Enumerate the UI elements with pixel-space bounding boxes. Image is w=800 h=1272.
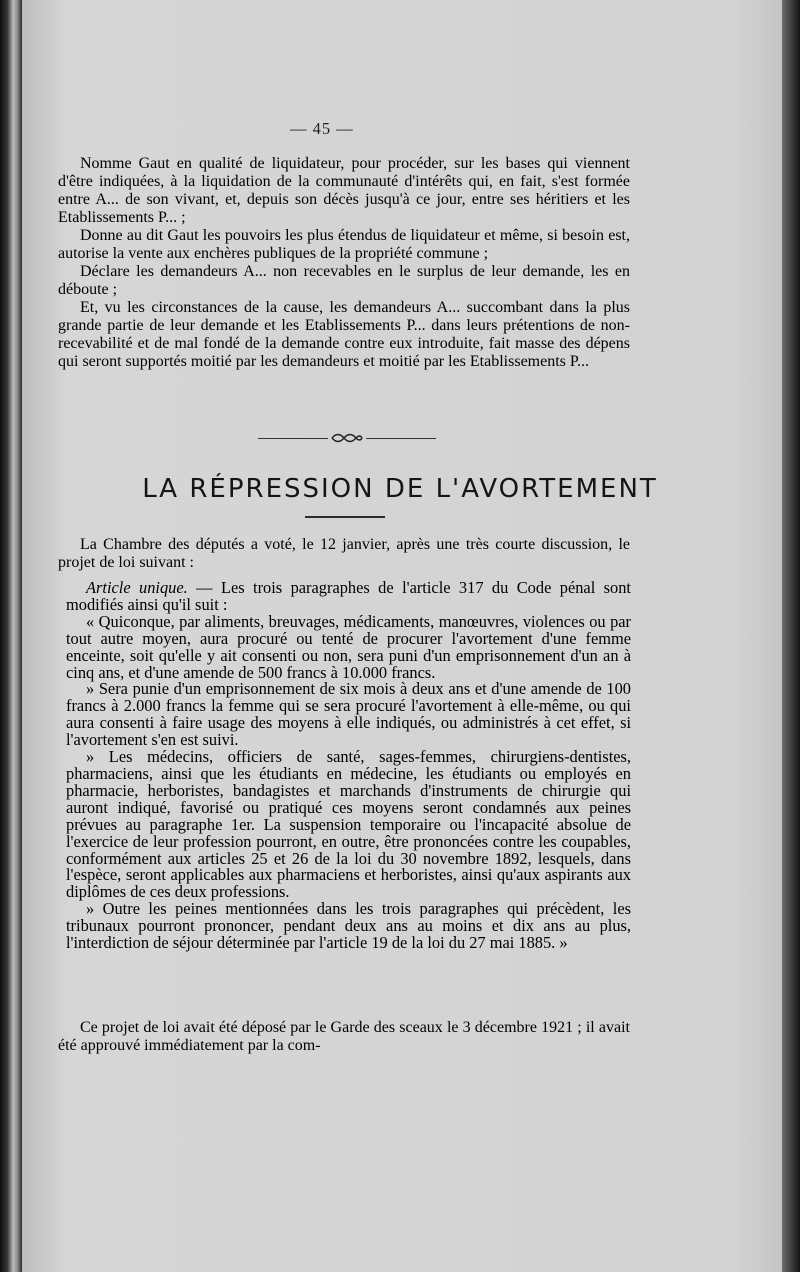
intro-text bbox=[58, 536, 630, 572]
article-heading: Article unique. bbox=[86, 578, 188, 597]
title-underline bbox=[305, 516, 385, 518]
flourish-icon bbox=[330, 430, 364, 446]
judgment-text bbox=[58, 155, 630, 371]
page-number: — 45 — bbox=[290, 119, 354, 138]
intro-paragraph: La Chambre des députés a voté, le 12 janvier, après une très courte discussion, le projet de loi suivant : bbox=[58, 536, 630, 571]
section-divider-ornament bbox=[258, 428, 436, 448]
article-paragraph: » Outre les peines mentionnées dans les trois paragraphes qui précèdent, les tribunaux pourront prononcer, pendant deux ans au moins et dix ans au plus, l'interdiction de séjour déterminée par l'article 19 de la loi du 27 mai 1885. » bbox=[66, 899, 631, 953]
judgment-paragraph: Déclare les demandeurs A... non recevables en le surplus de leur demande, les en déboute ; bbox=[58, 263, 630, 298]
judgment-paragraph: Donne au dit Gaut les pouvoirs les plus étendus de liquidateur et même, si besoin est, autorise la vente aux enchères publiques de la propriété commune ; bbox=[58, 227, 630, 262]
binding-edge bbox=[0, 0, 22, 1272]
article-paragraph: » Les médecins, officiers de santé, sages-femmes, chirurgiens-dentistes, pharmaciens, ainsi que les étudiants en médecine, les étudiants ou employés en pharmacie, herboristes, bandagistes et marchands d'instruments de chirurgie qui auront indiqué, favorisé ou pratiqué ces moyens seront condamnés aux peines prévues au paragraphe 1er. La suspension temporaire ou l'incapacité absolue de l'exercice de leur profession pourront, en outre, être prononcées contre les coupables, conformément aux articles 25 et 26 de la loi du 30 novembre 1892, lesquels, dans l'espèce, seront applicables aux pharmaciens et herboristes, ainsi qu'aux aspirants aux diplômes de ces deux professions. bbox=[66, 747, 631, 902]
article-heading-paragraph bbox=[66, 580, 631, 614]
judgment-paragraph: Nomme Gaut en qualité de liquidateur, pour procéder, sur les bases qui viennent d'être indiquées, à la liquidation de la communauté d'intérêts qui, en fait, s'est formée entre A... de son vivant, et, depuis son décès jusqu'à ce jour, entre ses héritiers et les Etablissements P... ; bbox=[58, 155, 630, 226]
article-paragraph: » Sera punie d'un emprisonnement de six mois à deux ans et d'une amende de 100 francs à 2.000 francs la femme qui se sera procuré l'avortement à elle-même, ou qui aura consenti à faire usage des moyens à elle indiqués, ou administrés à cet effet, si l'avortement s'en est suivi. bbox=[66, 679, 631, 750]
closing-text bbox=[58, 1019, 630, 1055]
section-title: LA RÉPRESSION DE L'AVORTEMENT bbox=[142, 474, 658, 504]
judgment-paragraph: Et, vu les circonstances de la cause, les demandeurs A... succombant dans la plus grande partie de leur demande et les Etablissements P... dans leurs prétentions de non-recevabilité et de mal fondé de la demande contre eux introduite, fait masse des dépens qui seront supportés moitié par les demandeurs et moitié par les Etablissements P... bbox=[58, 299, 630, 370]
page-edge-shadow bbox=[782, 0, 800, 1272]
closing-paragraph: Ce projet de loi avait été déposé par le Garde des sceaux le 3 décembre 1921 ; il avait été approuvé immédiatement par la com- bbox=[58, 1019, 630, 1054]
law-article bbox=[66, 580, 631, 952]
article-heading-rest: — Les trois paragraphes de l'article 317 du Code pénal sont modifiés ainsi qu'il suit : bbox=[66, 578, 631, 614]
article-paragraph: « Quiconque, par aliments, breuvages, médicaments, manœuvres, violences ou par tout autre moyen, aura procuré ou tenté de procurer l'avortement d'une femme enceinte, soit qu'elle y ait consenti ou non, sera puni d'un emprisonnement d'un an à cinq ans, et d'une amende de 500 francs à 10.000 francs. bbox=[66, 611, 631, 682]
